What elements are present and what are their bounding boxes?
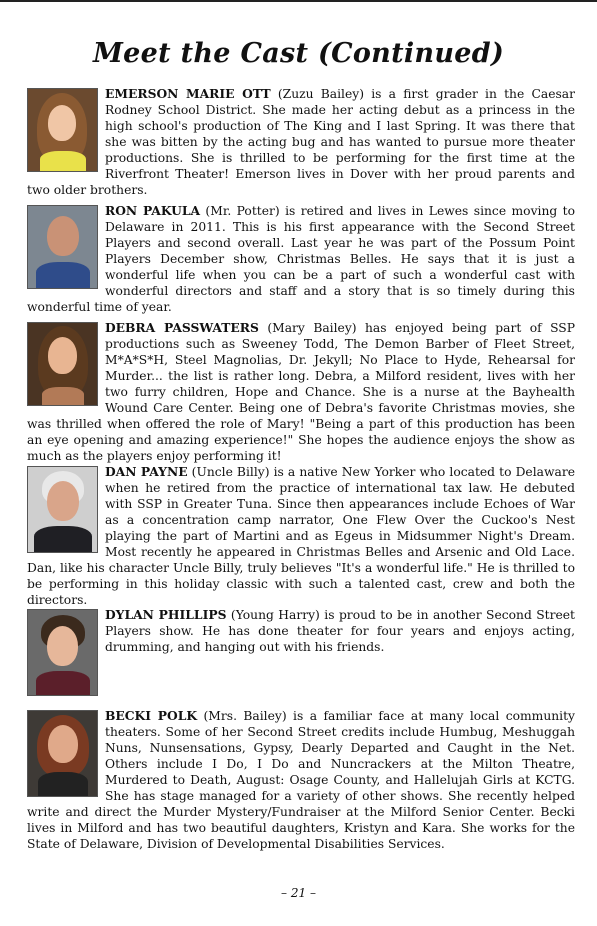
cast-name: DAN PAYNE — [105, 464, 188, 479]
top-rule — [0, 0, 597, 2]
cast-entry-becki-polk — [27, 708, 575, 852]
page-title: Meet the Cast (Continued) — [92, 38, 505, 69]
cast-name: DEBRA PASSWATERS — [105, 320, 259, 335]
cast-bio: (Mary Bailey) has enjoyed being part of SSP productions such as Sweeney Todd, The Demon Barber of Fleet Street, M*A*S*H, Steel Magnolias, Dr. Jekyll; No Place to Hyde, Rehearsal for Murder... the list is rather long. Debra, a Milford resident, lives with her two furry children, Hope and Chance. She is a nurse at the Bayhealth Wound Care Center. Being one of Debra's favorite Christmas movies, she was thrilled when offered the role of Mary! "Being a part of this production has been an eye opening and amazing experience!" She hopes the audience enjoys the show as much as the players enjoy performing it! — [27, 321, 575, 463]
cast-photo — [27, 205, 98, 289]
cast-bio: (Young Harry) is proud to be in another Second Street Players show. He has done theater for four years and enjoys acting, drumming, and hanging out with his friends. — [105, 608, 575, 654]
cast-photo — [27, 466, 98, 553]
cast-entry-dan-payne — [27, 464, 575, 608]
cast-entry-dylan-phillips — [27, 607, 575, 699]
cast-name: EMERSON MARIE OTT — [105, 86, 271, 101]
cast-name: RON PAKULA — [105, 203, 201, 218]
cast-photo — [27, 710, 98, 797]
cast-photo — [27, 609, 98, 696]
cast-photo — [27, 88, 98, 172]
cast-entry-ron-pakula — [27, 203, 575, 315]
cast-entry-debra-passwaters — [27, 320, 575, 464]
cast-bio: (Uncle Billy) is a native New Yorker who located to Delaware when he retired from the practice of international tax law. He debuted with SSP in Greater Tuna. Since then appearances include Echoes of War as a concentration camp narrator, One Flew Over the Cuckoo's Nest playing the part of Martini and as Egeus in Midsummer Night's Dream. Most recently he appeared in Christmas Belles and Arsenic and Old Lace. Dan, like his character Uncle Billy, truly believes "It's a wonderful life." He is thrilled to be performing in this holiday classic with such a talented cast, crew and both the directors. — [27, 465, 575, 607]
cast-bio: (Zuzu Bailey) is a first grader in the Caesar Rodney School District. She made her acting debut as a princess in the high school's production of The King and I last Spring. It was there that she was bitten by the acting bug and has wanted to pursue more theater productions. She is thrilled to be performing for the first time at the Riverfront Theater! Emerson lives in Dover with her proud parents and two older brothers. — [27, 87, 576, 197]
cast-entry-emerson-ott — [27, 86, 575, 198]
cast-name: DYLAN PHILLIPS — [105, 607, 227, 622]
cast-name: BECKI POLK — [105, 708, 198, 723]
cast-photo — [27, 322, 98, 406]
page-number: – 21 – — [281, 886, 316, 900]
cast-bio: (Mrs. Bailey) is a familiar face at many local community theaters. Some of her Second Street credits include Humbug, Meshuggah Nuns, Nunsensations, Gypsy, Dearly Departed and Caught in the Net. Others include I Do, I Do and Nuncrackers at the Milton Theatre, Murdered to Death, August: Osage County, and Hallelujah Girls at KCTG. She has stage managed for a variety of other shows. She recently helped write and direct the Murder Mystery/Fundraiser at the Milford Senior Center. Becki lives in Milford and has two beautiful daughters, Kristyn and Kara. She works for the State of Delaware, Division of Developmental Disabilities Services. — [27, 709, 575, 851]
cast-bio: (Mr. Potter) is retired and lives in Lewes since moving to Delaware in 2011. This is his first appearance with the Second Street Players and second overall. Last year he was part of the Possum Point Players December show, Christmas Belles. He says that it is just a wonderful life when you can be a part of such a wonderful cast with wonderful directors and staff and a story that is so timely during this wonderful time of year. — [27, 204, 575, 314]
